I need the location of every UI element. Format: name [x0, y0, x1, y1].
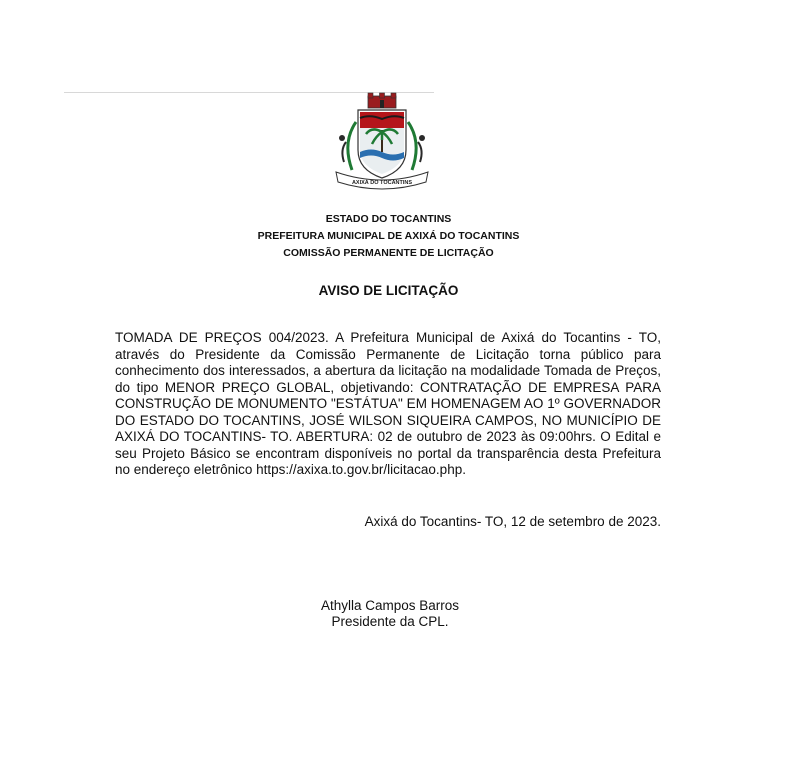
- prefecture-name: PREFEITURA MUNICIPAL DE AXIXÁ DO TOCANTINS: [257, 230, 520, 242]
- letterhead: [200, 211, 577, 262]
- notice-body: TOMADA DE PREÇOS 004/2023. A Prefeitura Municipal de Axixá do Tocantins - TO, através do Presidente da Comissão Permanente de Licitação torna público para conhecimento dos interessados, a abertura da licitação na modalidade Tomada de Preços, do tipo MENOR PREÇO GLOBAL, objetivando: CONTRATAÇÃO DE EMPRESA PARA CONSTRUÇÃO DE MONUMENTO "ESTÁTUA" EM HOMENAGEM AO 1º GOVERNADOR DO ESTADO DO TOCANTINS, JOSÉ WILSON SIQUEIRA CAMPOS, NO MUNICÍPIO DE AXIXÁ DO TOCANTINS- TO. ABERTURA: 02 de outubro de 2023 às 09:00hrs. O Edital e seu Projeto Básico se encontram disponíveis no portal da transparência desta Prefeitura no endereço eletrônico https://axixa.to.gov.br/licitacao.php.: [115, 330, 661, 477]
- signatory-name: Athylla Campos Barros: [320, 598, 460, 613]
- notice-title: AVISO DE LICITAÇÃO: [318, 283, 459, 298]
- commission-name: COMISSÃO PERMANENTE DE LICITAÇÃO: [283, 247, 494, 259]
- crown-icon: [368, 93, 396, 108]
- state-name: ESTADO DO TOCANTINS: [325, 213, 452, 225]
- shield-icon: [358, 110, 406, 178]
- signatory-role: Presidente da CPL.: [331, 614, 449, 629]
- place-date: Axixá do Tocantins- TO, 12 de setembro de 2023.: [364, 514, 661, 529]
- ribbon-text: AXIXÁ DO TOCANTINS: [351, 180, 413, 186]
- coat-of-arms-icon: [330, 92, 434, 192]
